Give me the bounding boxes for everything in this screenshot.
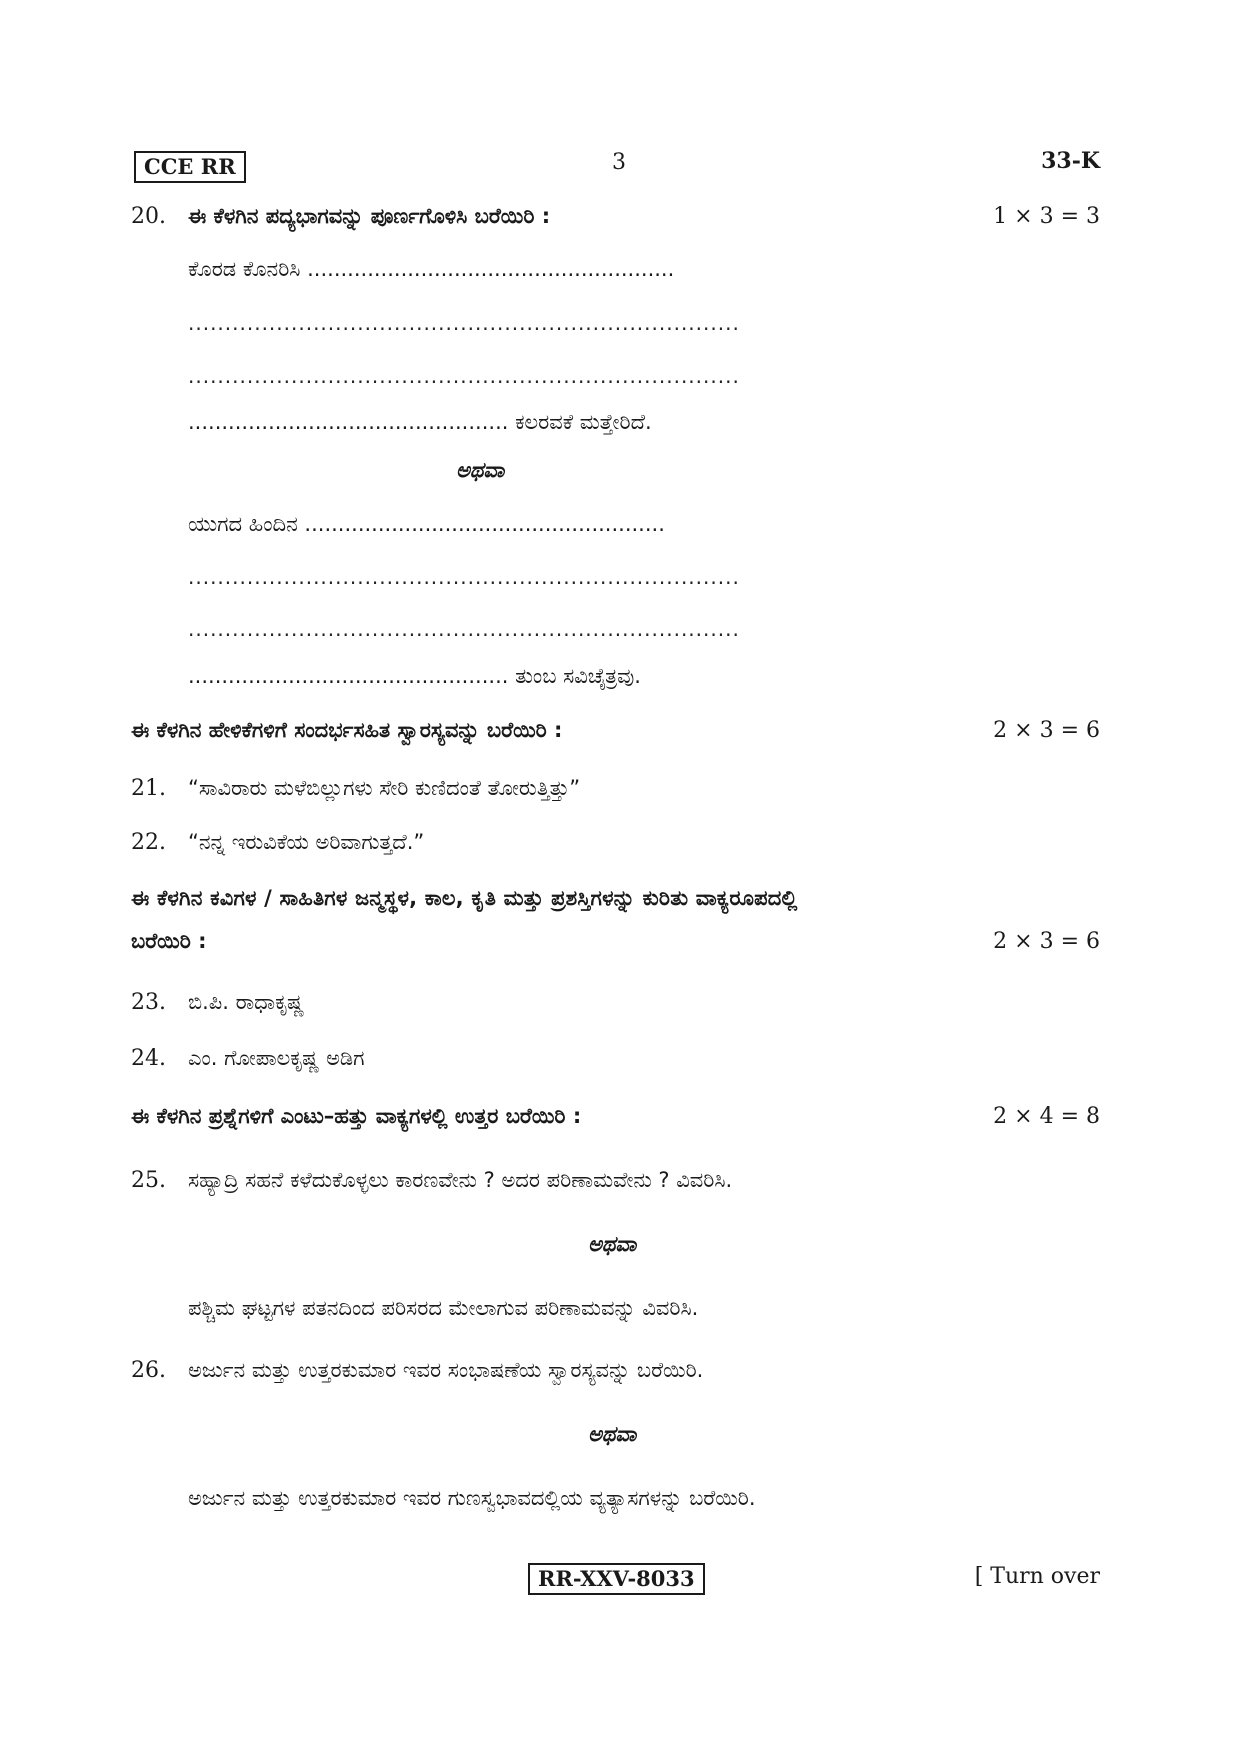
section-long-instruction: ಈ ಕೆಳಗಿನ ಪ್ರಶ್ನೆಗಳಿಗೆ ಎಂಟು–ಹತ್ತು ವಾಕ್ಯಗಳಲ್ಲಿ ಉತ್ತರ ಬರೆಯಿರಿ : [131, 1104, 582, 1128]
or-divider: ಅಥವಾ [588, 1422, 637, 1446]
exam-code-box: CCE RR [134, 151, 246, 183]
poem-a-line-1: ಕೊರಡ ಕೊನರಿಸಿ ....................................................... [188, 257, 675, 281]
question-number: 23. [131, 990, 166, 1015]
question-25-alternative: ಪಶ್ಚಿಮ ಘಟ್ಟಗಳ ಪತನದಿಂದ ಪರಿಸರದ ಮೇಲಾಗುವ ಪರಿಣಾಮವನ್ನು ವಿವರಿಸಿ. [188, 1296, 699, 1320]
question-23-text: ಬಿ.ಪಿ. ರಾಧಾಕೃಷ್ಣ [188, 990, 305, 1014]
question-22-text: “ನನ್ನ ಇರುವಿಕೆಯ ಅರಿವಾಗುತ್ತದೆ.” [188, 830, 425, 854]
section-long-marks: 2 × 4 = 8 [993, 1104, 1100, 1129]
poem-b-line-4: ................................................ ತುಂಬ ಸವಿಚೈತ್ರವು. [188, 664, 641, 688]
question-20-marks: 1 × 3 = 3 [993, 204, 1100, 229]
turn-over-note: [ Turn over [974, 1564, 1100, 1589]
poem-b-line-2: ........................................................................... [188, 565, 740, 589]
section-poets-marks: 2 × 3 = 6 [993, 929, 1100, 954]
footer-code-box: RR-XXV-8033 [528, 1563, 705, 1595]
page-number: 3 [612, 150, 626, 175]
or-divider: ಅಥವಾ [588, 1232, 637, 1256]
section-poets-instruction: ಈ ಕೆಳಗಿನ ಕವಿಗಳ / ಸಾಹಿತಿಗಳ ಜನ್ಮಸ್ಥಳ, ಕಾಲ, ಕೃತಿ ಮತ್ತು ಪ್ರಶಸ್ತಿಗಳನ್ನು ಕುರಿತು ವಾಕ್ಯರೂಪದಲ್ಲಿ [131, 886, 798, 910]
question-20-instruction: ಈ ಕೆಳಗಿನ ಪದ್ಯಭಾಗವನ್ನು ಪೂರ್ಣಗೊಳಿಸಿ ಬರೆಯಿರಿ : [188, 204, 551, 228]
section-context-instruction: ಈ ಕೆಳಗಿನ ಹೇಳಿಕೆಗಳಿಗೆ ಸಂದರ್ಭಸಹಿತ ಸ್ವಾರಸ್ಯವನ್ನು ಬರೆಯಿರಿ : [131, 718, 563, 742]
question-number: 26. [131, 1358, 166, 1383]
question-26-alternative: ಅರ್ಜುನ ಮತ್ತು ಉತ್ತರಕುಮಾರ ಇವರ ಗುಣಸ್ವಭಾವದಲ್ಲಿಯ ವ್ಯತ್ಯಾಸಗಳನ್ನು ಬರೆಯಿರಿ. [188, 1486, 756, 1510]
question-number: 20. [131, 204, 166, 229]
poem-a-line-4: ................................................ ಕಲರವಕೆ ಮತ್ತೇರಿದೆ. [188, 410, 652, 434]
question-21-text: “ಸಾವಿರಾರು ಮಳೆಬಿಲ್ಲುಗಳು ಸೇರಿ ಕುಣಿದಂತೆ ತೋರುತ್ತಿತ್ತು” [188, 776, 581, 800]
question-number: 21. [131, 776, 166, 801]
section-context-marks: 2 × 3 = 6 [993, 718, 1100, 743]
poem-b-line-3: ........................................................................... [188, 617, 740, 641]
question-24-text: ಎಂ. ಗೋಪಾಲಕೃಷ್ಣ ಅಡಿಗ [188, 1046, 365, 1070]
question-number: 24. [131, 1046, 166, 1071]
section-poets-instruction-cont: ಬರೆಯಿರಿ : [131, 929, 207, 953]
question-number: 25. [131, 1168, 166, 1193]
question-26-text: ಅರ್ಜುನ ಮತ್ತು ಉತ್ತರಕುಮಾರ ಇವರ ಸಂಭಾಷಣೆಯ ಸ್ವಾರಸ್ಯವನ್ನು ಬರೆಯಿರಿ. [188, 1358, 704, 1382]
question-number: 22. [131, 830, 166, 855]
paper-code: 33-K [1041, 148, 1100, 174]
question-25-text: ಸಹ್ಯಾದ್ರಿ ಸಹನೆ ಕಳೆದುಕೊಳ್ಳಲು ಕಾರಣವೇನು ? ಅದರ ಪರಿಣಾಮವೇನು ? ವಿವರಿಸಿ. [188, 1168, 733, 1192]
poem-a-line-2: ........................................................................... [188, 311, 740, 335]
or-divider: ಅಥವಾ [456, 458, 505, 482]
poem-a-line-3: ........................................................................... [188, 364, 740, 388]
poem-b-line-1: ಯುಗದ ಹಿಂದಿನ ...................................................... [188, 512, 665, 536]
